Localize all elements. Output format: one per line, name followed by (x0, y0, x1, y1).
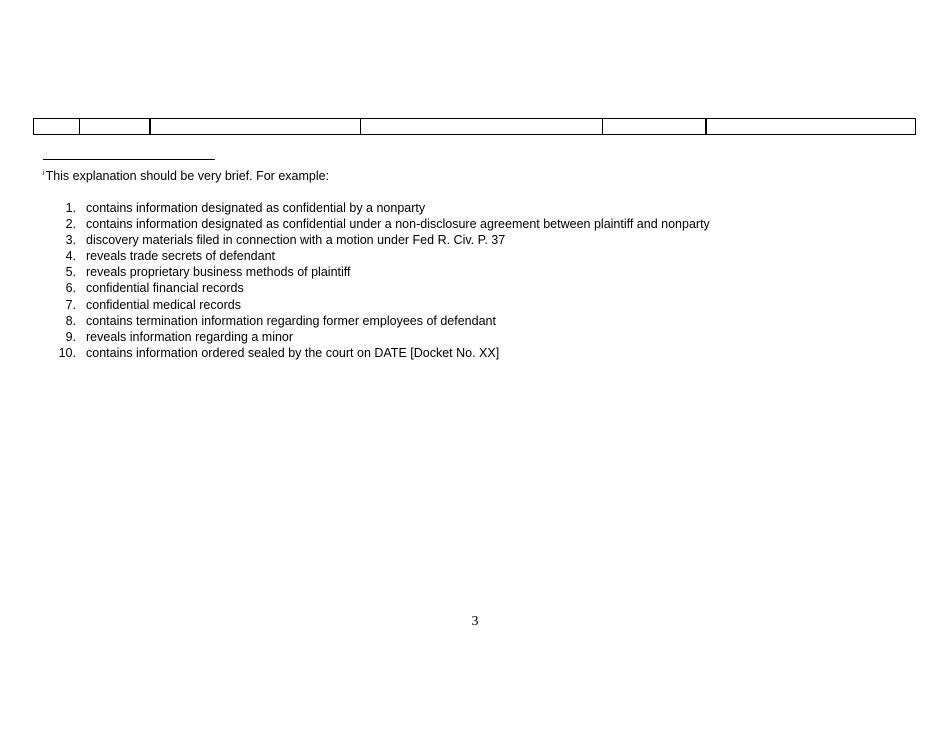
list-item-text: reveals information regarding a minor (86, 329, 294, 344)
list-item (43, 200, 710, 216)
table-row (33, 118, 916, 135)
footnote-separator (43, 159, 215, 160)
table-cell (34, 119, 80, 134)
list-item (43, 345, 710, 361)
list-item-text: contains information ordered sealed by the court on DATE [Docket No. XX] (86, 345, 500, 360)
footnote-text: This explanation should be very brief. For example: (45, 169, 330, 183)
list-item-text: contains termination information regarding former employees of defendant (86, 313, 496, 328)
footnote (43, 168, 329, 184)
list-item-number: 1. (65, 201, 76, 215)
table-cell (707, 119, 915, 134)
page-number: 3 (471, 614, 479, 629)
footnote-marker: i (43, 169, 45, 177)
list-item (43, 297, 710, 313)
list-item-number: 10. (58, 345, 76, 360)
list-item-text: confidential medical records (86, 297, 241, 312)
list-item-number: 4. (65, 249, 76, 264)
list-item-number: 9. (65, 329, 76, 344)
list-item-text: discovery materials filed in connection with a motion under Fed R. Civ. P. 37 (86, 233, 506, 248)
list-item-number: 8. (65, 313, 76, 328)
table-cell (603, 119, 707, 134)
list-item (43, 248, 710, 264)
list-item-text: confidential financial records (86, 281, 244, 296)
list-item-number: 2. (65, 217, 76, 232)
list-item-text: reveals trade secrets of defendant (86, 249, 276, 264)
table-cell (151, 119, 361, 134)
list-item-text: contains information designated as confidential by a nonparty (86, 201, 426, 215)
list-item (43, 264, 710, 280)
list-item-text: reveals proprietary business methods of plaintiff (86, 265, 351, 280)
list-item (43, 313, 710, 329)
table-cell (361, 119, 603, 134)
list-item-number: 7. (65, 297, 76, 312)
example-list (43, 200, 710, 361)
list-item-number: 3. (65, 233, 76, 248)
list-item-number: 5. (65, 265, 76, 280)
list-item (43, 329, 710, 345)
list-item (43, 216, 710, 232)
list-item-text: contains information designated as confidential under a non-disclosure agreement between plaintiff and nonparty (86, 217, 710, 232)
list-item-number: 6. (65, 281, 76, 296)
list-item (43, 232, 710, 248)
table-cell (80, 119, 151, 134)
list-item (43, 280, 710, 296)
